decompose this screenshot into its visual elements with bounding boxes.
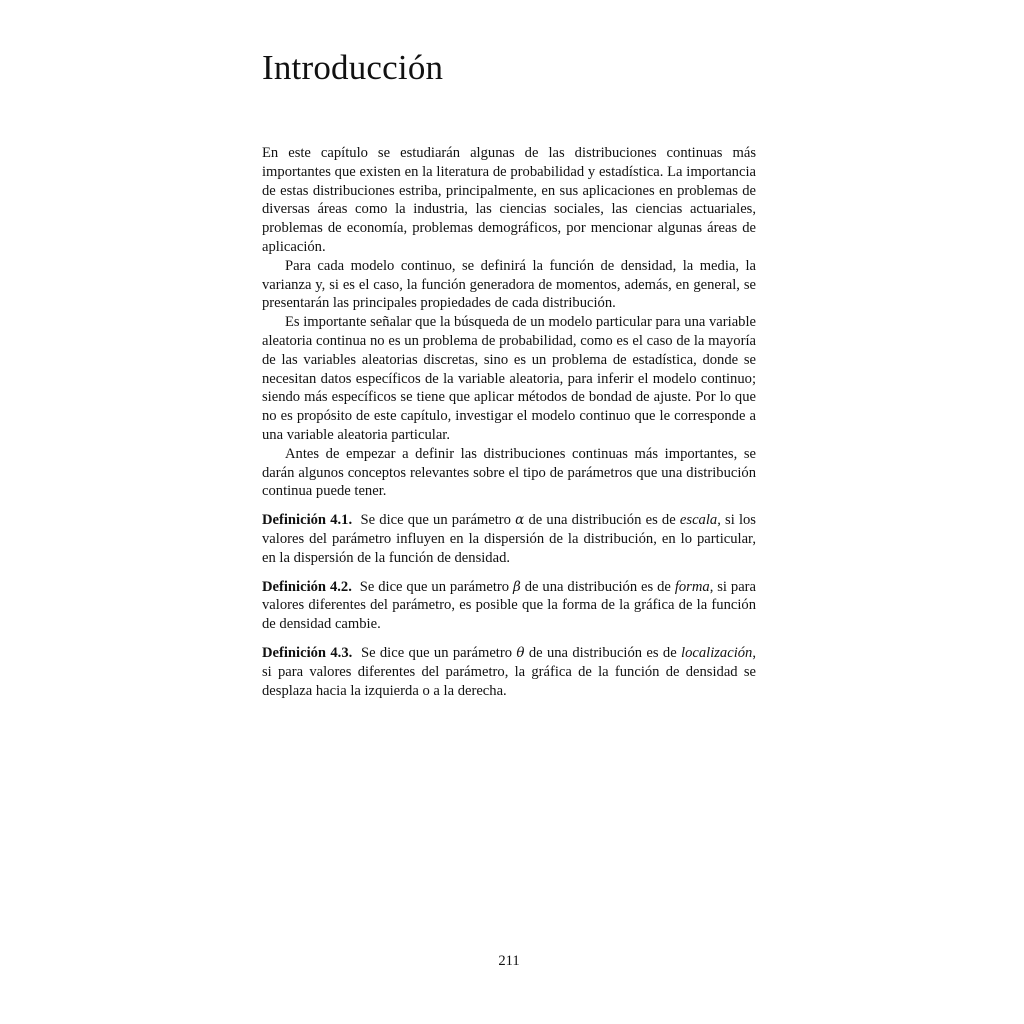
definition-text: , si para valores diferentes del parámetro, la gráfica de la función de densidad se desplaza hacia la izquierda o a la derecha. <box>262 644 757 699</box>
definition-text: de una distribución es de <box>520 578 675 595</box>
definition-text: Se dice que un parámetro <box>359 578 513 595</box>
definition-label: Definición 4.1. <box>262 512 353 529</box>
definition-label: Definición 4.2. <box>262 578 352 595</box>
document-page <box>262 0 756 1024</box>
definition-text: Se dice que un parámetro <box>360 644 517 661</box>
body-text <box>262 144 756 700</box>
definition-text: de una distribución es de <box>524 644 682 661</box>
page-number: 211 <box>498 953 520 969</box>
definition-text: , si para valores diferentes del parámetro, es posible que la forma de la gráfica de la función de densidad cambie. <box>262 578 757 633</box>
intro-paragraph-4: Antes de empezar a definir las distribuciones continuas más importantes, se darán algunos conceptos relevantes sobre el tipo de parámetros que una distribución continua puede tener. <box>262 445 756 500</box>
definition-label: Definición 4.3. <box>262 644 353 661</box>
chapter-title: Introducción <box>262 48 444 87</box>
definition-text: de una distribución es de <box>524 512 680 529</box>
definition-4-2 <box>262 578 756 634</box>
intro-paragraph-3: Es importante señalar que la búsqueda de un modelo particular para una variable aleatoria continua no es un problema de probabilidad, como es el caso de la mayoría de las variables aleatorias discretas, sino es un problema de estadística, donde se necesitan datos específicos de la variable aleatoria, para inferir el modelo continuo; siendo más específicos se tiene que aplicar métodos de bondad de ajuste. Por lo que no es propósito de este capítulo, investigar el modelo continuo que le corresponde a una variable aleatoria particular. <box>262 314 756 443</box>
intro-paragraph-2: Para cada modelo continuo, se definirá la función de densidad, la media, la varianza y, si es el caso, la función generadora de momentos, además, en general, se presentarán las principales propiedades de cada distribución. <box>262 257 756 312</box>
definition-term: escala <box>679 512 718 529</box>
definition-text: , si los valores del parámetro influyen en la dispersión de la distribución, en lo particular, en la dispersión de la función de densidad. <box>262 512 756 566</box>
intro-paragraph-1: En este capítulo se estudiarán algunas de las distribuciones continuas más importantes que existen en la literatura de probabilidad y estadística. La importancia de estas distribuciones estriba, principalmente, en sus aplicaciones en problemas de diversas áreas como la industria, las ciencias sociales, las ciencias actuariales, problemas de economía, problemas demográficos, por mencionar algunas áreas de aplicación. <box>262 145 756 255</box>
definition-term: forma <box>674 578 710 595</box>
definition-term: localización <box>681 644 753 661</box>
parameter-symbol: β <box>513 578 521 595</box>
parameter-symbol: α <box>515 512 525 529</box>
definition-4-1 <box>262 511 756 567</box>
definition-4-3 <box>262 644 756 700</box>
definition-text: Se dice que un parámetro <box>360 512 516 529</box>
parameter-symbol: θ <box>516 644 525 661</box>
